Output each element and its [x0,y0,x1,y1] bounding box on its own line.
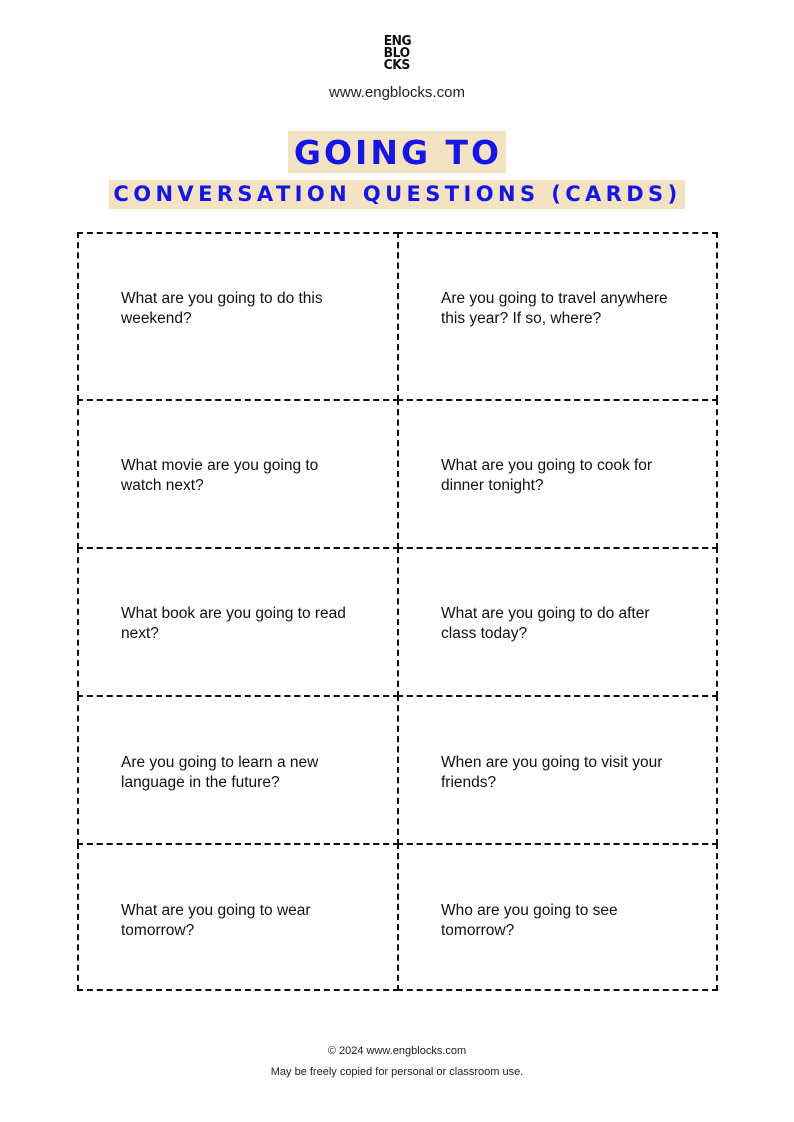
question-card [397,843,718,991]
question-card [77,547,399,697]
page-title: GOING TO [288,131,506,173]
question-cards-grid [77,232,718,991]
subtitle-container [0,180,794,209]
site-url: www.engblocks.com [329,84,465,101]
page-subtitle: CONVERSATION QUESTIONS (CARDS) [109,180,684,209]
question-card [397,232,718,401]
question-card [397,399,718,549]
question-text: Are you going to learn a new language in the future? [121,754,319,791]
logo-line-1: ENG [383,34,411,49]
logo-line-2: BLO [384,46,410,61]
engblocks-logo [0,36,794,72]
question-card [77,232,399,401]
question-text: What book are you going to read next? [121,605,346,642]
question-card [77,695,399,845]
question-text: What movie are you going to watch next? [121,457,319,494]
question-text: When are you going to visit your friends? [441,754,663,791]
question-card [397,547,718,697]
question-text: What are you going to do after class today? [441,605,650,642]
question-text: What are you going to cook for dinner tonight? [441,457,653,494]
question-card [77,399,399,549]
question-card [397,695,718,845]
footer-copyright: © 2024 www.engblocks.com [327,1045,467,1057]
footer-usage-note: May be freely copied for personal or classroom use. [270,1066,524,1078]
question-text: What are you going to wear tomorrow? [121,902,311,939]
question-text: What are you going to do this weekend? [121,290,323,327]
title-container [0,131,794,173]
question-text: Are you going to travel anywhere this year? If so, where? [441,290,668,327]
question-text: Who are you going to see tomorrow? [441,902,618,939]
question-card [77,843,399,991]
logo-line-3: CKS [383,58,411,73]
